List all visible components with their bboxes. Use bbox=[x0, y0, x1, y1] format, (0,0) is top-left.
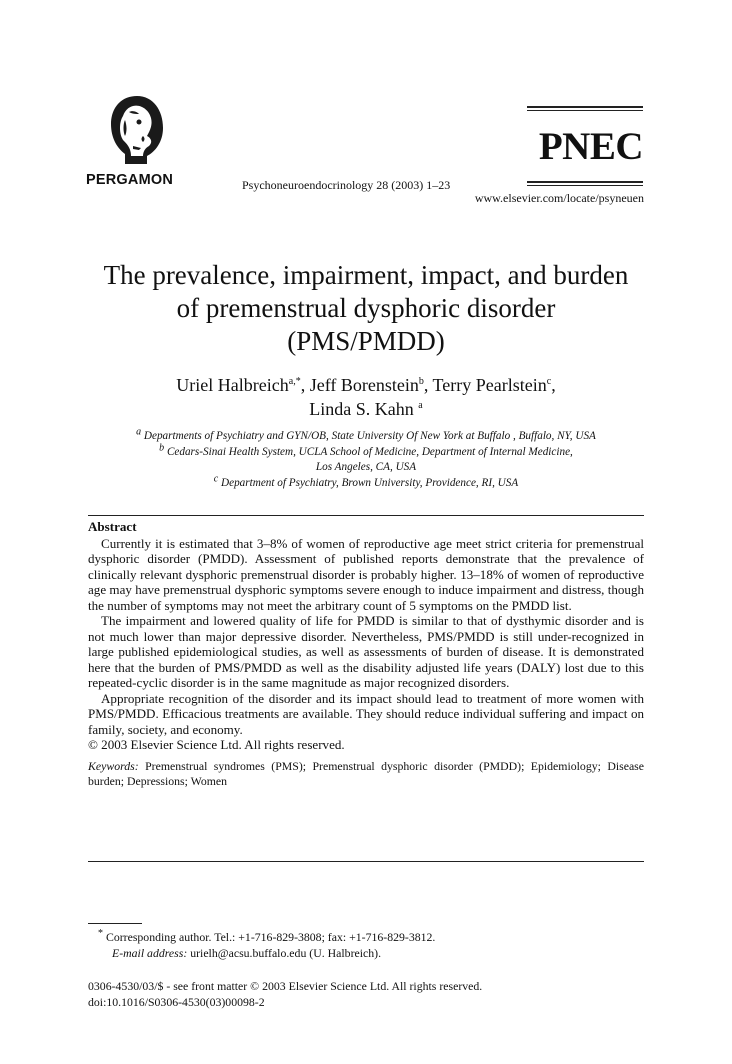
keywords-label: Keywords: bbox=[88, 758, 139, 773]
title-line: The prevalence, impairment, impact, and burden bbox=[103, 260, 629, 290]
title-line: of premenstrual dysphoric disorder bbox=[176, 293, 556, 323]
email-label: E-mail address: bbox=[112, 945, 188, 960]
author-name: Terry Pearlstein bbox=[432, 375, 547, 395]
page-footer bbox=[88, 979, 648, 1010]
journal-citation: Psychoneuroendocrinology 28 (2003) 1–23 bbox=[242, 178, 451, 192]
author-list bbox=[60, 373, 672, 421]
abstract-paragraph: Appropriate recognition of the disorder and its impact should lead to treatment of more women with PMS/PMDD. Efficacious treatments are available. They should reduce individual suffering and impact on family, society, and economy. bbox=[88, 690, 644, 737]
keywords bbox=[88, 759, 644, 789]
author-affiliation-mark: a bbox=[418, 400, 423, 411]
author-affiliation-mark: a,* bbox=[288, 376, 301, 387]
author-name: Uriel Halbreich bbox=[176, 375, 289, 395]
affiliation-text: Departments of Psychiatry and GYN/OB, State University Of New York at Buffalo , Buffalo, NY, USA bbox=[143, 430, 596, 442]
abstract-paragraph: The impairment and lowered quality of life for PMDD is similar to that of dysthymic disorder and is not much lower than major depressive disorder. Nevertheless, PMS/PMDD is still under-recognized in large published epidemiological studies, as well as assessments of burden of disease. It is demonstrated here that the burden of PMS/PMDD as well as the disability adjusted life years (DALY) lost due to this repeated-cyclic disorder is in the same magnitude as major recognized disorders. bbox=[88, 613, 644, 690]
abstract-paragraph: Currently it is estimated that 3–8% of women of reproductive age meet strict criteria for premenstrual dysphoric disorder (PMDD). Assessment of published reports demonstrate that the prevalence of clinically relevant dysphoric premenstrual disorder is probably higher. 13–18% of women of reproductive age may have premenstrual dysphoric symptoms severe enough to induce impairment and distress, though the number of symptoms may not meet the arbitrary count of 5 symptoms on the PMDD list. bbox=[88, 535, 644, 613]
author-affiliation-mark: b bbox=[418, 376, 424, 387]
author-separator: , bbox=[300, 375, 310, 395]
affiliations bbox=[60, 426, 672, 491]
footer-doi[interactable]: doi:10.1016/S0306-4530(03)00098-2 bbox=[88, 994, 265, 1009]
header-rule-top-thin bbox=[527, 110, 643, 111]
publisher-name: PERGAMON bbox=[86, 172, 173, 188]
publisher-logo bbox=[103, 92, 171, 168]
abstract-copyright: © 2003 Elsevier Science Ltd. All rights reserved. bbox=[88, 737, 345, 752]
journal-url[interactable]: www.elsevier.com/locate/psyneuen bbox=[474, 191, 644, 205]
author-separator: , bbox=[423, 375, 433, 395]
header-rule-bottom-thin bbox=[527, 185, 643, 186]
affiliation-c bbox=[60, 472, 672, 492]
header-rule-bottom bbox=[527, 181, 643, 183]
abstract-heading: Abstract bbox=[88, 519, 137, 534]
footnote-contact: Corresponding author. Tel.: +1-716-829-3808; fax: +1-716-829-3812. bbox=[105, 930, 436, 944]
article-title bbox=[60, 259, 672, 358]
email-address[interactable]: urielh@acsu.buffalo.edu (U. Halbreich). bbox=[190, 945, 382, 960]
affiliation-mark: b bbox=[159, 441, 165, 453]
abstract-bottom-rule bbox=[88, 861, 644, 862]
header-rule-top bbox=[527, 106, 643, 108]
corresponding-author-footnote bbox=[98, 930, 638, 961]
author-name: Linda S. Kahn bbox=[309, 399, 414, 419]
affiliation-text: Cedars-Sinai Health System, UCLA School of Medicine, Department of Internal Medicine, bbox=[166, 445, 573, 458]
author-separator: , bbox=[551, 375, 556, 395]
title-line: (PMS/PMDD) bbox=[287, 326, 445, 356]
affiliation-text: Department of Psychiatry, Brown University, Providence, RI, USA bbox=[221, 476, 519, 489]
affiliation-b bbox=[60, 441, 672, 461]
affiliation-b-continued: Los Angeles, CA, USA bbox=[315, 461, 417, 473]
journal-abbreviation: PNEC bbox=[538, 125, 643, 168]
affiliation-mark: a bbox=[136, 426, 142, 438]
abstract-section bbox=[88, 519, 644, 789]
footnote-mark: * bbox=[98, 928, 103, 940]
affiliation-mark: c bbox=[213, 472, 219, 484]
author-affiliation-mark: c bbox=[546, 376, 552, 387]
abstract-top-rule bbox=[88, 515, 644, 516]
author-name: Jeff Borenstein bbox=[309, 375, 419, 395]
affiliation-a bbox=[60, 426, 672, 445]
keywords-text: Premenstrual syndromes (PMS); Premenstrual dysphoric disorder (PMDD); Epidemiology; Disease burden; Depressions; Women bbox=[88, 758, 645, 788]
footnote-rule bbox=[88, 923, 142, 924]
footer-copyright: 0306-4530/03/$ - see front matter © 2003 Elsevier Science Ltd. All rights reserved. bbox=[88, 979, 483, 993]
